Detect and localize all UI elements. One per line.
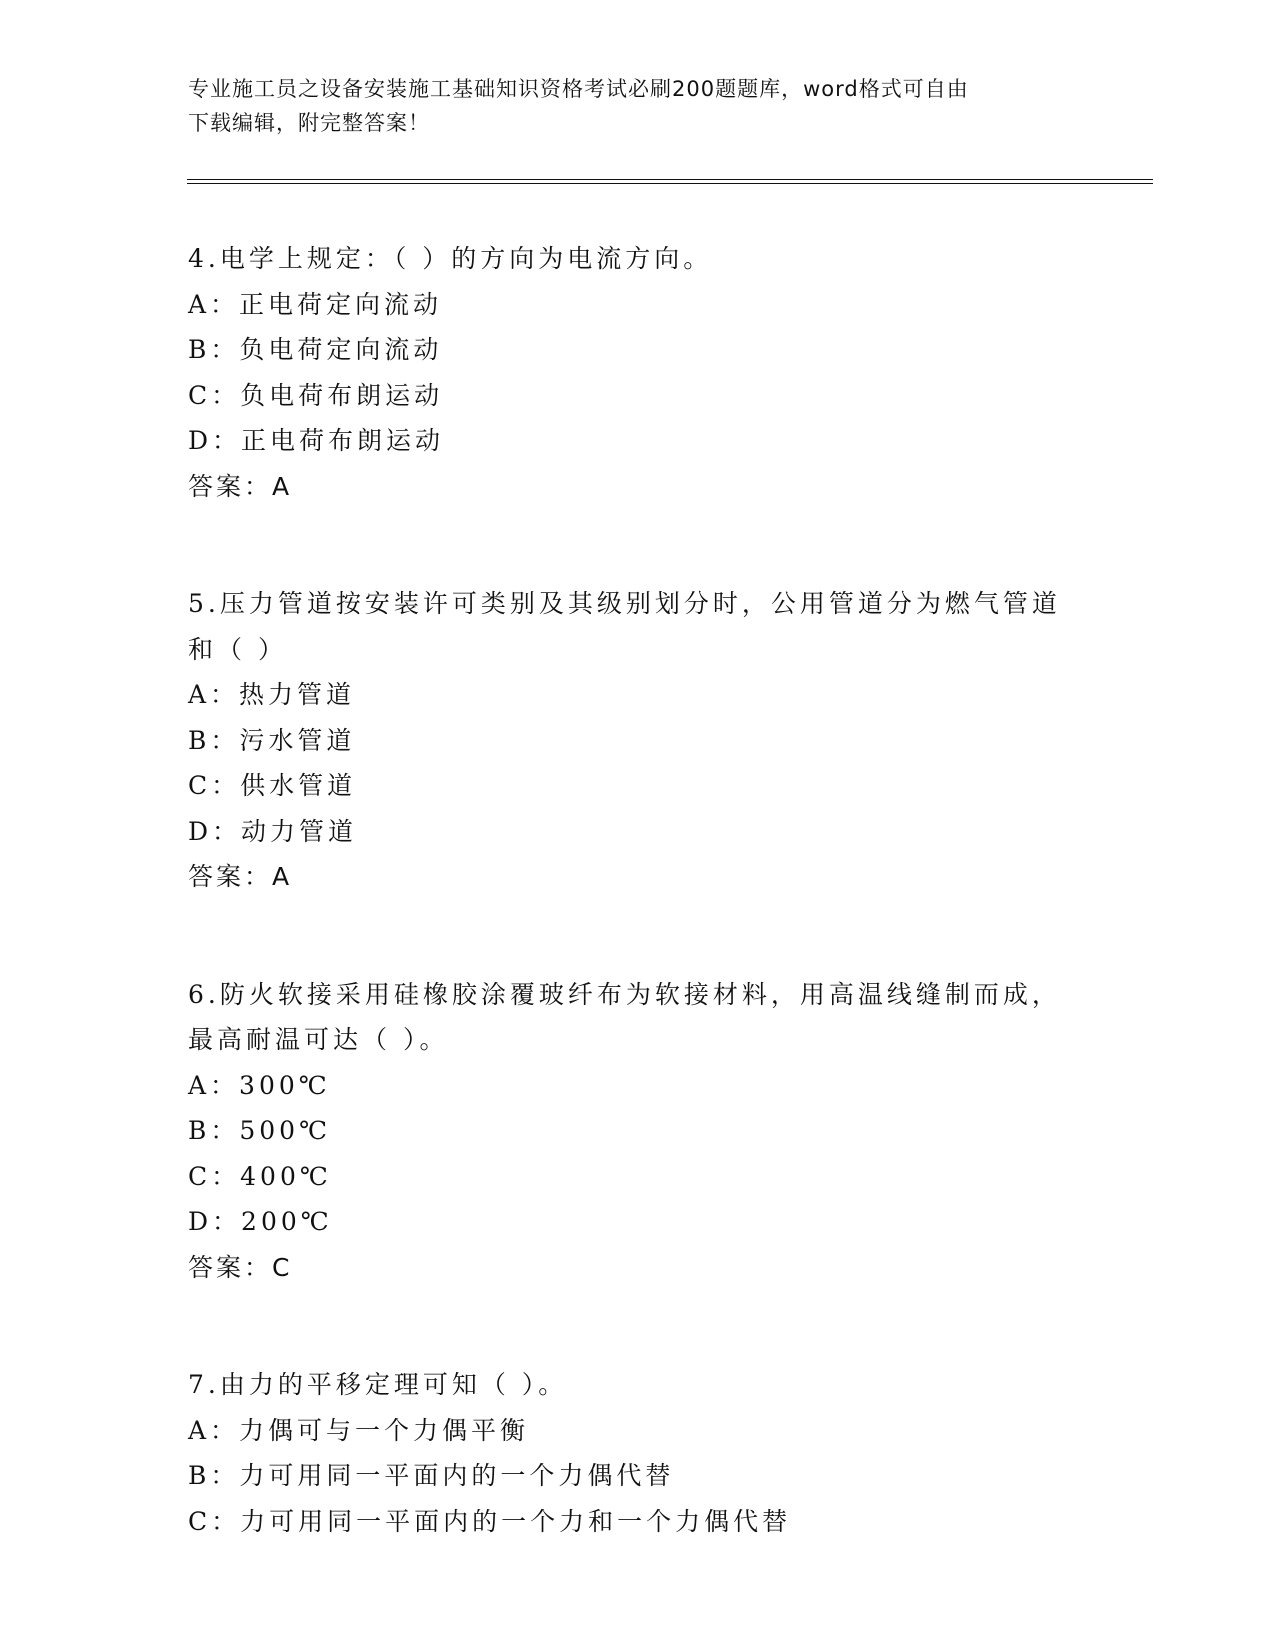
option-a: A：热力管道 [188, 680, 356, 709]
question-5 [188, 581, 1088, 900]
option-b: B：力可用同一平面内的一个力偶代替 [188, 1461, 675, 1490]
option-d: D：正电荷布朗运动 [188, 426, 445, 455]
question-7 [188, 1362, 1088, 1544]
question-stem: 5.压力管道按安装许可类别及其级别划分时，公用管道分为燃气管道 [188, 589, 1061, 618]
question-spacer [188, 900, 1088, 972]
question-stem-continued: 和（ ） [188, 634, 287, 664]
option-c: C：负电荷布朗运动 [188, 380, 444, 410]
question-spacer [188, 509, 1088, 581]
question-4 [188, 236, 1088, 509]
answer-line: 答案：A [188, 471, 293, 501]
question-stem: 6.防火软接采用硅橡胶涂覆玻纤布为软接材料，用高温线缝制而成， [188, 979, 1061, 1009]
option-b: B：500℃ [188, 1116, 332, 1145]
option-c: C：400℃ [188, 1161, 332, 1191]
question-list [188, 236, 1088, 1544]
option-d: D：200℃ [188, 1207, 333, 1236]
question-stem-continued: 最高耐温可达（ ）。 [188, 1025, 449, 1054]
option-b: B：负电荷定向流动 [188, 335, 443, 364]
option-c: C：供水管道 [188, 771, 357, 800]
header-line-1: 专业施工员之设备安装施工基础知识资格考试必刷200题题库，word格式可自由 [188, 77, 969, 101]
option-d: D：动力管道 [188, 816, 358, 846]
option-a: A：力偶可与一个力偶平衡 [188, 1415, 530, 1445]
header-rule-top [187, 179, 1153, 180]
option-a: A：正电荷定向流动 [188, 289, 443, 319]
answer-line: 答案：A [188, 862, 293, 891]
option-c: C：力可用同一平面内的一个力和一个力偶代替 [188, 1506, 792, 1536]
question-6 [188, 972, 1088, 1291]
question-stem: 4.电学上规定：（ ）的方向为电流方向。 [188, 244, 713, 273]
question-spacer [188, 1290, 1088, 1362]
answer-line: 答案：C [188, 1252, 293, 1282]
question-stem: 7.由力的平移定理可知（ ）。 [188, 1370, 568, 1399]
header-line-2: 下载编辑，附完整答案！ [188, 111, 430, 135]
option-b: B：污水管道 [188, 725, 356, 755]
option-a: A：300℃ [188, 1070, 331, 1100]
document-header [188, 72, 1068, 140]
header-rule-bottom [187, 183, 1153, 184]
